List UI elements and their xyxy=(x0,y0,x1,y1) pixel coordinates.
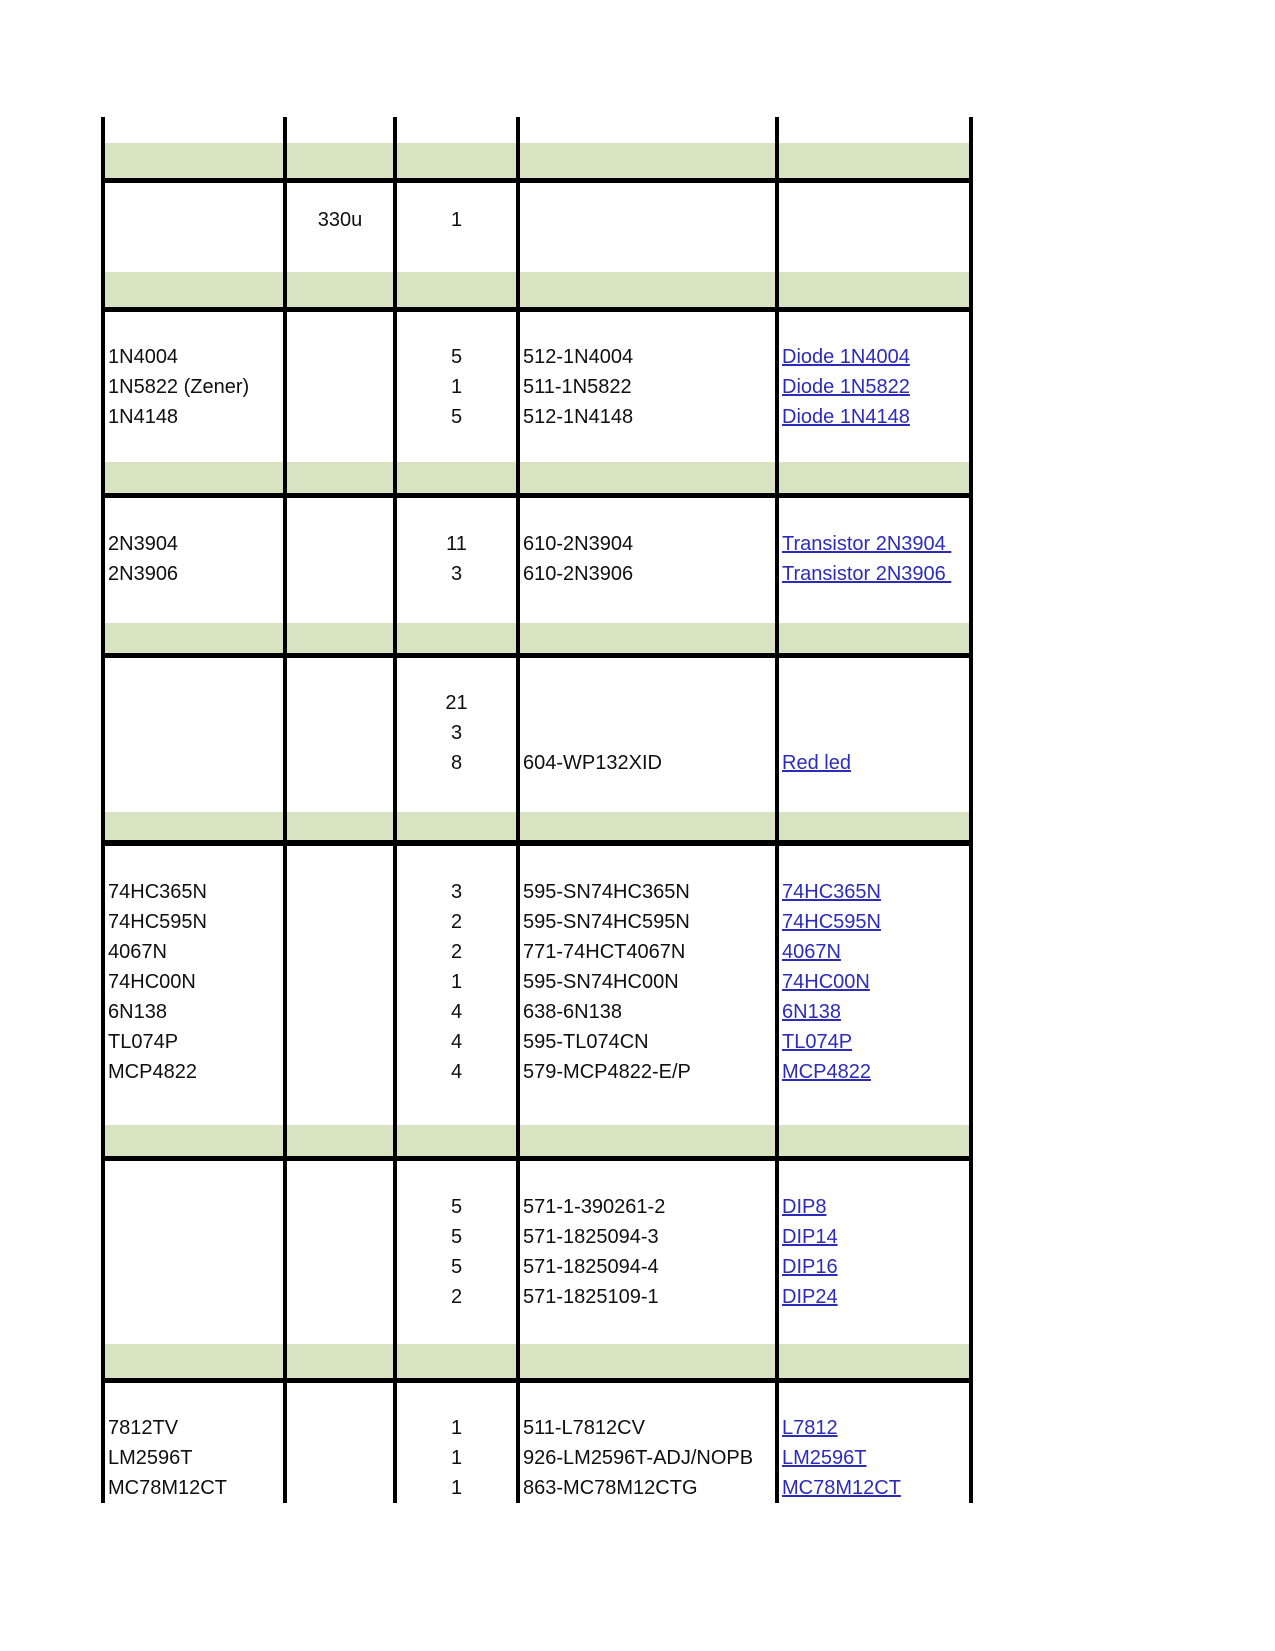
mouser-part-cell: 579-MCP4822-E/P xyxy=(523,1061,691,1083)
grid-hline xyxy=(101,307,973,312)
component-name-cell: 2N3904 xyxy=(108,533,179,555)
table-row xyxy=(101,559,973,589)
value-cell xyxy=(285,688,395,718)
value-cell xyxy=(285,559,395,589)
table-row xyxy=(101,997,973,1027)
bom-table xyxy=(101,117,973,1503)
value-cell xyxy=(285,529,395,559)
qty-cell: 5 xyxy=(450,1226,463,1248)
table-row xyxy=(101,402,973,432)
table-row xyxy=(101,877,973,907)
component-name-cell: 1N4004 xyxy=(108,346,179,368)
qty-cell: 11 xyxy=(446,533,467,555)
mouser-part-cell xyxy=(518,205,777,235)
link-cell xyxy=(777,1252,973,1282)
section-transistors xyxy=(101,529,973,589)
link-cell xyxy=(777,967,973,997)
link-cell xyxy=(777,1027,973,1057)
qty-cell: 5 xyxy=(450,1196,463,1218)
table-row xyxy=(101,1192,973,1222)
link-cell xyxy=(777,529,973,559)
part-link[interactable]: DIP14 xyxy=(782,1226,838,1248)
component-name-cell xyxy=(101,1192,285,1222)
part-link[interactable]: MC78M12CT xyxy=(782,1477,901,1499)
part-link[interactable]: DIP16 xyxy=(782,1256,838,1278)
value-cell xyxy=(285,1252,395,1282)
mouser-part-cell: 571-1-390261-2 xyxy=(523,1196,666,1218)
link-cell xyxy=(777,718,973,748)
part-link[interactable]: 74HC00N xyxy=(782,971,870,993)
link-cell xyxy=(777,997,973,1027)
link-cell xyxy=(777,1057,973,1087)
grid-hline xyxy=(101,1378,973,1383)
mouser-part-cell: 863-MC78M12CTG xyxy=(523,1477,698,1499)
component-name-cell: 74HC00N xyxy=(108,971,196,993)
section-divider-band xyxy=(101,1125,973,1156)
component-name-cell: 74HC595N xyxy=(108,911,207,933)
qty-cell: 3 xyxy=(450,722,463,744)
table-row xyxy=(101,342,973,372)
mouser-part-cell xyxy=(518,718,777,748)
mouser-part-cell: 512-1N4148 xyxy=(523,406,634,428)
component-name-cell: 7812TV xyxy=(108,1417,179,1439)
link-cell xyxy=(777,1413,973,1443)
qty-cell: 21 xyxy=(445,692,468,714)
mouser-part-cell: 571-1825109-1 xyxy=(523,1286,659,1308)
qty-cell: 1 xyxy=(450,1447,463,1469)
link-cell xyxy=(777,1192,973,1222)
link-cell xyxy=(777,748,973,778)
part-link[interactable]: Red led xyxy=(782,752,851,774)
mouser-part-cell: 595-SN74HC365N xyxy=(523,881,690,903)
qty-cell: 1 xyxy=(450,209,463,231)
part-link[interactable]: TL074P xyxy=(782,1031,853,1053)
mouser-part-cell: 595-TL074CN xyxy=(523,1031,649,1053)
link-cell xyxy=(777,372,973,402)
value-cell xyxy=(285,1473,395,1503)
value-cell xyxy=(285,997,395,1027)
table-row xyxy=(101,1222,973,1252)
mouser-part-cell xyxy=(518,688,777,718)
mouser-part-cell: 511-1N5822 xyxy=(523,376,632,398)
qty-cell: 5 xyxy=(450,406,463,428)
table-row xyxy=(101,1413,973,1443)
part-link[interactable]: 74HC595N xyxy=(782,911,881,933)
part-link[interactable]: 4067N xyxy=(782,941,841,963)
link-cell xyxy=(777,1473,973,1503)
value-cell xyxy=(285,1192,395,1222)
table-row xyxy=(101,1473,973,1503)
component-name-cell: 2N3906 xyxy=(108,563,179,585)
mouser-part-cell: 512-1N4004 xyxy=(523,346,634,368)
mouser-part-cell: 610-2N3906 xyxy=(523,563,634,585)
table-row xyxy=(101,937,973,967)
value-cell xyxy=(285,1443,395,1473)
table-row xyxy=(101,1252,973,1282)
grid-hline xyxy=(101,178,973,183)
grid-hline xyxy=(101,653,973,658)
part-link[interactable]: 6N138 xyxy=(782,1001,841,1023)
link-cell xyxy=(777,688,973,718)
value-cell xyxy=(285,1057,395,1087)
part-link[interactable]: Diode 1N4004 xyxy=(782,346,910,368)
qty-cell: 4 xyxy=(450,1001,463,1023)
section-divider-band xyxy=(101,462,973,493)
section-divider-band xyxy=(101,272,973,307)
part-link[interactable]: Transistor 2N3904 xyxy=(782,533,952,555)
mouser-part-cell: 604-WP132XID xyxy=(523,752,662,774)
component-name-cell xyxy=(101,205,285,235)
mouser-part-cell: 511-L7812CV xyxy=(523,1417,645,1439)
section-dip-sockets xyxy=(101,1192,973,1312)
mouser-part-cell: 610-2N3904 xyxy=(523,533,634,555)
qty-cell: 4 xyxy=(450,1061,463,1083)
component-name-cell xyxy=(101,1252,285,1282)
component-name-cell: 6N138 xyxy=(108,1001,167,1023)
table-row xyxy=(101,372,973,402)
qty-cell: 1 xyxy=(450,1417,463,1439)
part-link[interactable]: MCP4822 xyxy=(782,1061,871,1083)
component-name-cell xyxy=(101,1222,285,1252)
component-name-cell: TL074P xyxy=(108,1031,179,1053)
mouser-part-cell: 595-SN74HC595N xyxy=(523,911,690,933)
component-name-cell: 1N5822 (Zener) xyxy=(108,376,250,398)
link-cell xyxy=(777,559,973,589)
table-row xyxy=(101,688,973,718)
section-divider-band xyxy=(101,143,973,178)
value-cell xyxy=(285,1282,395,1312)
part-link[interactable]: Transistor 2N3906 xyxy=(782,563,952,585)
table-row xyxy=(101,967,973,997)
grid-hline xyxy=(101,1156,973,1161)
value-cell xyxy=(285,1222,395,1252)
component-name-cell: 4067N xyxy=(108,941,167,963)
table-row xyxy=(101,748,973,778)
value-cell: 330u xyxy=(317,209,363,231)
value-cell xyxy=(285,907,395,937)
mouser-part-cell: 571-1825094-4 xyxy=(523,1256,659,1278)
qty-cell: 2 xyxy=(450,911,463,933)
section-capacitors xyxy=(101,205,973,235)
part-link[interactable]: Diode 1N5822 xyxy=(782,376,910,398)
grid-hline xyxy=(101,493,973,498)
part-link[interactable]: DIP8 xyxy=(782,1196,827,1218)
link-cell xyxy=(777,937,973,967)
qty-cell: 5 xyxy=(450,346,463,368)
value-cell xyxy=(285,877,395,907)
qty-cell: 1 xyxy=(450,376,463,398)
qty-cell: 2 xyxy=(450,941,463,963)
link-cell xyxy=(777,877,973,907)
link-cell xyxy=(777,205,973,235)
table-row xyxy=(101,1057,973,1087)
value-cell xyxy=(285,748,395,778)
link-cell xyxy=(777,1443,973,1473)
section-leds xyxy=(101,688,973,778)
component-name-cell xyxy=(101,718,285,748)
component-name-cell: 1N4148 xyxy=(108,406,179,428)
section-ics xyxy=(101,877,973,1087)
qty-cell: 2 xyxy=(450,1286,463,1308)
qty-cell: 1 xyxy=(450,971,463,993)
value-cell xyxy=(285,718,395,748)
component-name-cell xyxy=(101,688,285,718)
component-name-cell: MC78M12CT xyxy=(108,1477,227,1499)
mouser-part-cell: 926-LM2596T-ADJ/NOPB xyxy=(523,1447,754,1469)
section-divider-band xyxy=(101,812,973,840)
section-divider-band xyxy=(101,1344,973,1378)
value-cell xyxy=(285,967,395,997)
value-cell xyxy=(285,342,395,372)
table-row xyxy=(101,1443,973,1473)
component-name-cell: 74HC365N xyxy=(108,881,207,903)
mouser-part-cell: 771-74HCT4067N xyxy=(523,941,686,963)
link-cell xyxy=(777,1222,973,1252)
table-row xyxy=(101,718,973,748)
value-cell xyxy=(285,1413,395,1443)
component-name-cell: MCP4822 xyxy=(108,1061,197,1083)
part-link[interactable]: Diode 1N4148 xyxy=(782,406,910,428)
qty-cell: 1 xyxy=(450,1477,463,1499)
value-cell xyxy=(285,1027,395,1057)
part-link[interactable]: 74HC365N xyxy=(782,881,881,903)
part-link[interactable]: LM2596T xyxy=(782,1447,867,1469)
value-cell xyxy=(285,937,395,967)
link-cell xyxy=(777,1282,973,1312)
table-row xyxy=(101,907,973,937)
value-cell xyxy=(285,372,395,402)
table-row xyxy=(101,205,973,235)
part-link[interactable]: DIP24 xyxy=(782,1286,838,1308)
table-row xyxy=(101,529,973,559)
qty-cell: 3 xyxy=(450,881,463,903)
qty-cell: 5 xyxy=(450,1256,463,1278)
section-diodes xyxy=(101,342,973,432)
link-cell xyxy=(777,342,973,372)
component-name-cell: LM2596T xyxy=(108,1447,193,1469)
table-row xyxy=(101,1282,973,1312)
section-divider-band xyxy=(101,623,973,653)
qty-cell: 3 xyxy=(450,563,463,585)
table-row xyxy=(101,1027,973,1057)
grid-hline xyxy=(101,840,973,846)
mouser-part-cell: 638-6N138 xyxy=(523,1001,622,1023)
link-cell xyxy=(777,907,973,937)
link-cell xyxy=(777,402,973,432)
part-link[interactable]: L7812 xyxy=(782,1417,838,1439)
value-cell xyxy=(285,402,395,432)
component-name-cell xyxy=(101,748,285,778)
mouser-part-cell: 571-1825094-3 xyxy=(523,1226,659,1248)
section-regulators xyxy=(101,1413,973,1503)
qty-cell: 4 xyxy=(450,1031,463,1053)
mouser-part-cell: 595-SN74HC00N xyxy=(523,971,679,993)
qty-cell: 8 xyxy=(450,752,463,774)
component-name-cell xyxy=(101,1282,285,1312)
